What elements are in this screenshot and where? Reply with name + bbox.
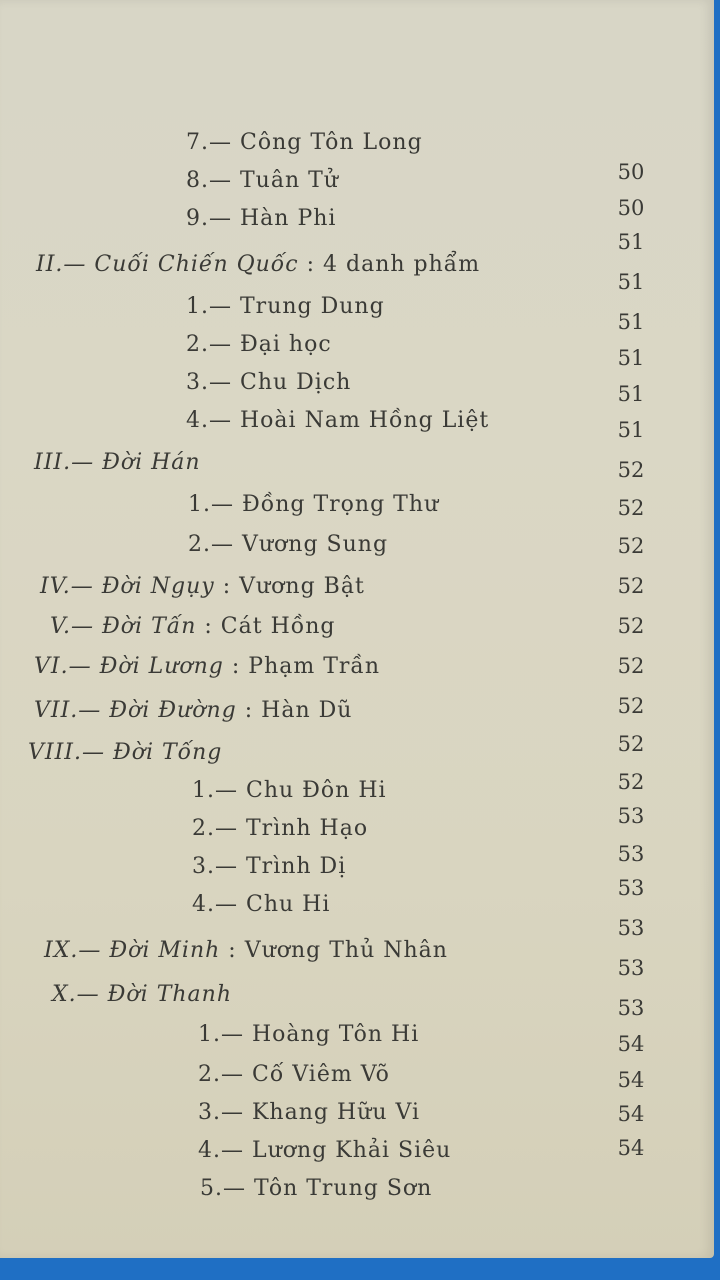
entry-title: Đời Thanh — [107, 982, 232, 1007]
toc-entry — [198, 1138, 451, 1163]
entry-number: IV.— — [40, 574, 94, 599]
entry-text: Đại học — [240, 332, 332, 357]
entry-number: 4.— — [198, 1138, 244, 1163]
page-number: 52 — [617, 458, 645, 482]
entry-number: X.— — [52, 982, 100, 1007]
page-number: 54 — [617, 1136, 645, 1160]
entry-number: 2.— — [198, 1062, 244, 1087]
entry-number: 8.— — [186, 168, 232, 193]
entry-text: Lương Khải Siêu — [252, 1138, 452, 1163]
entry-text: Chu Đôn Hi — [246, 778, 387, 803]
page-number: 52 — [617, 732, 645, 756]
toc-entry — [50, 614, 336, 639]
entry-text: Đồng Trọng Thư — [242, 492, 440, 517]
entry-number: 3.— — [198, 1100, 244, 1125]
entry-text: Công Tôn Long — [240, 130, 423, 155]
toc-entry — [192, 778, 387, 803]
toc-entry — [198, 1022, 419, 1047]
entry-number: 1.— — [188, 492, 234, 517]
toc-entry — [192, 854, 346, 879]
page-number: 51 — [617, 230, 645, 254]
entry-number: V.— — [50, 614, 95, 639]
entry-number: 2.— — [186, 332, 232, 357]
page-number: 50 — [617, 160, 645, 184]
toc-entry — [198, 1062, 390, 1087]
entry-title: Cuối Chiến Quốc — [94, 252, 299, 277]
page-number: 52 — [617, 694, 645, 718]
toc-entry — [28, 740, 222, 765]
toc-entry — [186, 370, 351, 395]
entry-number: 7.— — [186, 130, 232, 155]
page-number: 51 — [617, 346, 645, 370]
entry-text: : Vương Thủ Nhân — [228, 938, 448, 963]
page-number: 54 — [617, 1032, 645, 1056]
toc-entry — [192, 816, 368, 841]
entry-text: Trung Dung — [240, 294, 385, 319]
toc-entry — [188, 492, 439, 517]
page-number: 52 — [617, 770, 645, 794]
toc-entry — [188, 532, 388, 557]
entry-title: Đời Tấn — [102, 614, 197, 639]
page-number: 52 — [617, 496, 645, 520]
page-number: 52 — [617, 574, 645, 598]
page-number: 51 — [617, 310, 645, 334]
toc-entry — [186, 332, 332, 357]
entry-number: VI.— — [34, 654, 92, 679]
entry-number: 3.— — [192, 854, 238, 879]
page-number: 53 — [617, 956, 645, 980]
entry-text: Trình Dị — [246, 854, 347, 879]
entry-text: Khang Hữu Vi — [252, 1100, 421, 1125]
page-number: 53 — [617, 916, 645, 940]
entry-text: : Vương Bật — [222, 574, 365, 599]
entry-text: Chu Dịch — [240, 370, 352, 395]
page-number: 51 — [617, 382, 645, 406]
page-number: 53 — [617, 842, 645, 866]
entry-title: Đời Minh — [109, 938, 221, 963]
toc-entry — [34, 698, 352, 723]
page-number: 53 — [617, 996, 645, 1020]
toc-entry — [200, 1176, 432, 1201]
entry-number: 5.— — [200, 1176, 246, 1201]
entry-title: Đời Hán — [102, 450, 201, 475]
entry-number: 2.— — [188, 532, 234, 557]
entry-title: Đời Đường — [109, 698, 237, 723]
entry-number: VIII.— — [28, 740, 105, 765]
entry-number: IX.— — [44, 938, 102, 963]
toc-entry — [186, 130, 423, 155]
entry-number: 1.— — [186, 294, 232, 319]
page-number: 54 — [617, 1068, 645, 1092]
page-number: 52 — [617, 654, 645, 678]
toc-entry — [44, 938, 448, 963]
entry-title: Đời Tống — [112, 740, 223, 765]
entry-text: Hoàng Tôn Hi — [252, 1022, 420, 1047]
page-number: 51 — [617, 418, 645, 442]
entry-text: Hàn Phi — [240, 206, 337, 231]
entry-number: 2.— — [192, 816, 238, 841]
toc-entry — [186, 294, 385, 319]
entry-text: : Phạm Trần — [231, 654, 381, 679]
toc-entry — [52, 982, 232, 1007]
entry-number: 9.— — [186, 206, 232, 231]
entry-title: Đời Lương — [99, 654, 224, 679]
entry-text: : Cát Hồng — [204, 614, 336, 639]
entry-number: 3.— — [186, 370, 232, 395]
entry-text: Trình Hạo — [246, 816, 369, 841]
entry-number: 1.— — [198, 1022, 244, 1047]
entry-number: 1.— — [192, 778, 238, 803]
entry-number: II.— — [36, 252, 87, 277]
page-number: 52 — [617, 614, 645, 638]
toc-entry — [34, 450, 201, 475]
entry-text: : 4 danh phẩm — [306, 252, 481, 277]
page-number: 51 — [617, 270, 645, 294]
entry-text: Hoài Nam Hồng Liệt — [240, 408, 490, 433]
toc-entry — [186, 206, 336, 231]
entry-text: : Hàn Dũ — [244, 698, 353, 723]
entry-text: Chu Hi — [246, 892, 331, 917]
page-number: 53 — [617, 876, 645, 900]
entry-text: Tuân Tử — [240, 168, 339, 193]
entry-number: VII.— — [34, 698, 102, 723]
entry-text: Vương Sung — [242, 532, 389, 557]
toc-entry — [34, 654, 380, 679]
entry-title: Đời Ngụy — [101, 574, 215, 599]
entry-text: Cố Viêm Võ — [252, 1062, 390, 1087]
page-number: 53 — [617, 804, 645, 828]
toc-entry — [36, 252, 480, 277]
toc-entry — [192, 892, 330, 917]
toc-entry — [40, 574, 365, 599]
page-number: 52 — [617, 534, 645, 558]
toc-entry — [198, 1100, 420, 1125]
toc-entry — [186, 168, 339, 193]
toc-entry — [186, 408, 489, 433]
entry-number: 4.— — [192, 892, 238, 917]
entry-text: Tôn Trung Sơn — [254, 1176, 433, 1201]
page-number: 54 — [617, 1102, 645, 1126]
entry-number: III.— — [34, 450, 95, 475]
entry-number: 4.— — [186, 408, 232, 433]
page-number: 50 — [617, 196, 645, 220]
